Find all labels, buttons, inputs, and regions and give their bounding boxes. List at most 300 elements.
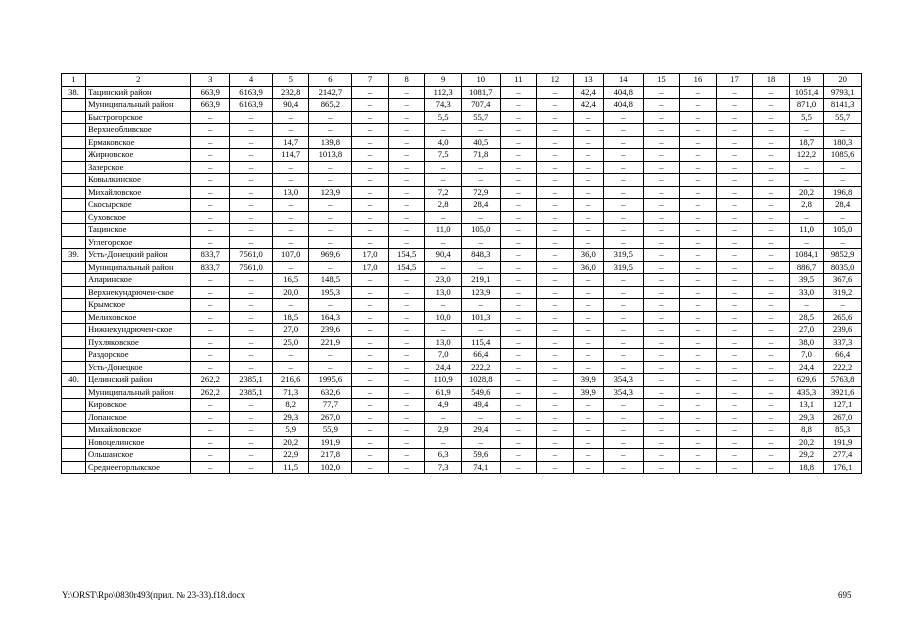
table-cell: – <box>500 386 537 399</box>
column-header: 12 <box>537 74 574 87</box>
territory-name: Усть-Донецкое <box>86 361 191 374</box>
table-cell: – <box>716 199 753 212</box>
row-number <box>62 261 86 274</box>
table-cell: 101,3 <box>461 311 500 324</box>
column-header: 1 <box>62 74 86 87</box>
table-cell: – <box>643 236 680 249</box>
column-header: 6 <box>309 74 352 87</box>
table-cell: – <box>352 286 389 299</box>
table-cell: – <box>643 311 680 324</box>
territory-name: Скосырское <box>86 199 191 212</box>
footer-file-path: Y:\ORST\Rpo\0830r493(прил. № 23-33).f18.docx <box>62 590 246 600</box>
table-cell: – <box>643 99 680 112</box>
table-cell: – <box>753 261 790 274</box>
table-cell: – <box>603 199 643 212</box>
table-cell: – <box>716 311 753 324</box>
table-cell: – <box>309 361 352 374</box>
table-cell: – <box>603 236 643 249</box>
table-cell: – <box>537 386 574 399</box>
table-cell: – <box>500 174 537 187</box>
table-cell: 40,5 <box>461 136 500 149</box>
table-cell: – <box>388 336 425 349</box>
table-cell: 16,5 <box>272 274 309 287</box>
table-cell: – <box>191 299 230 312</box>
table-cell: – <box>352 424 389 437</box>
table-cell: – <box>352 236 389 249</box>
table-cell: – <box>824 299 862 312</box>
column-header: 20 <box>824 74 862 87</box>
table-row <box>62 299 862 312</box>
table-cell: – <box>643 461 680 474</box>
table-cell: – <box>603 274 643 287</box>
table-cell: – <box>753 224 790 237</box>
table-cell: 27,0 <box>789 324 823 337</box>
table-cell: – <box>500 349 537 362</box>
table-cell: – <box>230 149 273 162</box>
column-header: 5 <box>272 74 309 87</box>
row-number <box>62 211 86 224</box>
table-cell: – <box>537 461 574 474</box>
row-number <box>62 136 86 149</box>
table-cell: – <box>388 124 425 137</box>
table-cell: 2,8 <box>789 199 823 212</box>
table-cell: – <box>643 224 680 237</box>
table-cell: – <box>425 174 462 187</box>
table-cell: 20,2 <box>272 436 309 449</box>
table-row <box>62 349 862 362</box>
table-cell: 1028,8 <box>461 374 500 387</box>
table-cell: 833,7 <box>191 261 230 274</box>
table-cell: – <box>716 86 753 99</box>
table-cell: – <box>789 299 823 312</box>
table-cell: – <box>603 161 643 174</box>
table-cell: – <box>643 161 680 174</box>
table-cell: – <box>716 299 753 312</box>
territory-name: Муниципальный район <box>86 99 191 112</box>
table-cell: 59,6 <box>461 449 500 462</box>
data-table <box>61 73 862 474</box>
column-header: 13 <box>573 74 603 87</box>
territory-name: Мелиховское <box>86 311 191 324</box>
table-cell: – <box>680 299 717 312</box>
table-cell: – <box>573 149 603 162</box>
table-cell: – <box>191 111 230 124</box>
table-cell: 123,9 <box>461 286 500 299</box>
table-cell: – <box>680 311 717 324</box>
table-cell: 27,0 <box>272 324 309 337</box>
table-cell: – <box>603 124 643 137</box>
territory-name: Раздорское <box>86 349 191 362</box>
table-cell: 42,4 <box>573 86 603 99</box>
table-cell: – <box>388 386 425 399</box>
table-cell: 61,9 <box>425 386 462 399</box>
table-cell: – <box>388 149 425 162</box>
table-cell: – <box>680 111 717 124</box>
table-cell: – <box>573 236 603 249</box>
table-cell: 5,9 <box>272 424 309 437</box>
table-cell: 55,9 <box>309 424 352 437</box>
table-cell: – <box>643 336 680 349</box>
territory-name: Тацинский район <box>86 86 191 99</box>
table-cell: – <box>272 161 309 174</box>
table-cell: 29,3 <box>272 411 309 424</box>
table-cell: 90,4 <box>272 99 309 112</box>
table-row <box>62 211 862 224</box>
table-cell: – <box>230 286 273 299</box>
table-cell: – <box>388 199 425 212</box>
table-cell: 10,0 <box>425 311 462 324</box>
table-cell: 28,4 <box>461 199 500 212</box>
row-number <box>62 386 86 399</box>
territory-name: Пухляковское <box>86 336 191 349</box>
table-cell: 5,5 <box>789 111 823 124</box>
table-cell: – <box>753 361 790 374</box>
row-number <box>62 186 86 199</box>
page-number: 695 <box>838 590 852 600</box>
table-cell: – <box>680 236 717 249</box>
table-cell: – <box>680 324 717 337</box>
table-cell: 969,6 <box>309 249 352 262</box>
table-cell: – <box>272 224 309 237</box>
territory-name: Быстрогорское <box>86 111 191 124</box>
table-cell: 154,5 <box>388 249 425 262</box>
table-cell: – <box>352 311 389 324</box>
table-cell: – <box>191 399 230 412</box>
territory-name: Верхнекундрючен-ское <box>86 286 191 299</box>
table-cell: – <box>643 449 680 462</box>
table-cell: – <box>716 161 753 174</box>
table-cell: – <box>352 161 389 174</box>
table-cell: – <box>352 136 389 149</box>
table-cell: – <box>461 411 500 424</box>
table-cell: – <box>753 386 790 399</box>
table-cell: – <box>753 124 790 137</box>
table-cell: – <box>603 411 643 424</box>
table-cell: – <box>573 461 603 474</box>
table-cell: – <box>537 199 574 212</box>
table-cell: – <box>680 399 717 412</box>
table-cell: – <box>753 136 790 149</box>
territory-name: Михайловское <box>86 424 191 437</box>
table-cell: – <box>191 149 230 162</box>
table-cell: – <box>753 411 790 424</box>
column-header: 15 <box>643 74 680 87</box>
table-cell: 24,4 <box>789 361 823 374</box>
table-cell: – <box>352 124 389 137</box>
table-cell: 354,3 <box>603 386 643 399</box>
table-cell: – <box>753 86 790 99</box>
table-cell: – <box>500 86 537 99</box>
table-cell: 2385,1 <box>230 386 273 399</box>
territory-name: Апаринское <box>86 274 191 287</box>
table-cell: – <box>573 411 603 424</box>
table-cell: 191,9 <box>824 436 862 449</box>
table-cell: 107,0 <box>272 249 309 262</box>
table-cell: 85,3 <box>824 424 862 437</box>
table-cell: – <box>500 436 537 449</box>
table-cell: – <box>680 436 717 449</box>
table-cell: – <box>603 361 643 374</box>
table-cell: – <box>573 349 603 362</box>
table-cell: – <box>461 161 500 174</box>
table-cell: 28,5 <box>789 311 823 324</box>
table-cell: – <box>537 361 574 374</box>
table-cell: – <box>272 299 309 312</box>
table-cell: – <box>680 449 717 462</box>
table-cell: – <box>500 399 537 412</box>
territory-name: Жирновское <box>86 149 191 162</box>
table-cell: – <box>272 124 309 137</box>
table-cell: – <box>352 349 389 362</box>
row-number <box>62 299 86 312</box>
table-cell: 232,8 <box>272 86 309 99</box>
table-cell: 632,6 <box>309 386 352 399</box>
table-cell: – <box>191 411 230 424</box>
table-cell: – <box>388 399 425 412</box>
table-cell: – <box>537 424 574 437</box>
table-cell: – <box>716 211 753 224</box>
table-cell: 23,0 <box>425 274 462 287</box>
table-cell: – <box>230 436 273 449</box>
table-cell: – <box>753 461 790 474</box>
table-cell: 6163,9 <box>230 86 273 99</box>
table-cell: 319,5 <box>603 261 643 274</box>
row-number <box>62 99 86 112</box>
table-cell: – <box>352 411 389 424</box>
table-cell: 319,5 <box>603 249 643 262</box>
table-cell: – <box>716 111 753 124</box>
table-cell: – <box>753 161 790 174</box>
table-cell: – <box>461 211 500 224</box>
table-cell: 72,9 <box>461 186 500 199</box>
table-cell: – <box>272 261 309 274</box>
table-cell: – <box>537 286 574 299</box>
column-header: 18 <box>753 74 790 87</box>
table-cell: – <box>500 274 537 287</box>
row-number <box>62 161 86 174</box>
table-cell: – <box>680 261 717 274</box>
table-cell: 6163,9 <box>230 99 273 112</box>
table-cell: – <box>716 386 753 399</box>
table-cell: 404,8 <box>603 99 643 112</box>
table-cell: 1081,7 <box>461 86 500 99</box>
table-cell: 18,8 <box>789 461 823 474</box>
table-cell: 105,0 <box>461 224 500 237</box>
table-cell: – <box>309 124 352 137</box>
table-cell: – <box>309 199 352 212</box>
table-row <box>62 449 862 462</box>
table-cell: – <box>573 161 603 174</box>
table-cell: – <box>716 411 753 424</box>
table-cell: 663,9 <box>191 99 230 112</box>
table-cell: 29,2 <box>789 449 823 462</box>
table-cell: – <box>388 361 425 374</box>
table-cell: – <box>603 399 643 412</box>
table-cell: – <box>388 424 425 437</box>
table-cell: – <box>388 299 425 312</box>
table-cell: – <box>680 99 717 112</box>
table-cell: 17,0 <box>352 249 389 262</box>
table-cell: – <box>352 149 389 162</box>
table-cell: – <box>461 324 500 337</box>
table-cell: – <box>573 449 603 462</box>
table-cell: 18,7 <box>789 136 823 149</box>
table-cell: – <box>789 236 823 249</box>
table-cell: – <box>272 349 309 362</box>
row-number <box>62 361 86 374</box>
table-cell: – <box>191 236 230 249</box>
table-cell: – <box>716 449 753 462</box>
table-cell: – <box>753 324 790 337</box>
row-number <box>62 224 86 237</box>
table-cell: – <box>603 436 643 449</box>
table-cell: 14,7 <box>272 136 309 149</box>
table-cell: 115,4 <box>461 336 500 349</box>
table-cell: – <box>716 224 753 237</box>
table-cell: – <box>537 136 574 149</box>
table-cell: – <box>824 211 862 224</box>
table-cell: 865,2 <box>309 99 352 112</box>
table-cell: – <box>425 236 462 249</box>
table-row <box>62 361 862 374</box>
table-cell: 36,0 <box>573 249 603 262</box>
table-cell: – <box>500 449 537 462</box>
table-cell: – <box>643 149 680 162</box>
table-row <box>62 411 862 424</box>
table-cell: 216,6 <box>272 374 309 387</box>
table-cell: – <box>191 274 230 287</box>
table-cell: – <box>461 299 500 312</box>
territory-name: Среднеегорлыкское <box>86 461 191 474</box>
table-cell: – <box>352 199 389 212</box>
table-cell: – <box>230 324 273 337</box>
table-cell: – <box>230 336 273 349</box>
table-cell: – <box>230 411 273 424</box>
table-cell: – <box>643 249 680 262</box>
table-cell: 239,6 <box>309 324 352 337</box>
table-cell: – <box>500 161 537 174</box>
table-cell: – <box>680 199 717 212</box>
table-cell: – <box>716 374 753 387</box>
table-cell: – <box>537 261 574 274</box>
table-cell: – <box>680 411 717 424</box>
table-row <box>62 399 862 412</box>
table-cell: – <box>352 86 389 99</box>
table-cell: – <box>753 186 790 199</box>
table-cell: 8,2 <box>272 399 309 412</box>
table-cell: – <box>388 349 425 362</box>
table-cell: – <box>500 236 537 249</box>
table-cell: – <box>537 399 574 412</box>
column-header: 8 <box>388 74 425 87</box>
table-cell: – <box>573 299 603 312</box>
table-cell: – <box>573 186 603 199</box>
table-cell: – <box>272 174 309 187</box>
territory-name: Муниципальный район <box>86 386 191 399</box>
table-row <box>62 336 862 349</box>
territory-name: Тацинское <box>86 224 191 237</box>
table-cell: – <box>680 336 717 349</box>
table-cell: 7,5 <box>425 149 462 162</box>
column-header: 9 <box>425 74 462 87</box>
table-cell: – <box>643 186 680 199</box>
row-number <box>62 124 86 137</box>
row-number: 39. <box>62 249 86 262</box>
table-cell: – <box>753 286 790 299</box>
table-cell: – <box>352 111 389 124</box>
table-cell: – <box>603 449 643 462</box>
table-cell: – <box>388 274 425 287</box>
table-cell: – <box>753 399 790 412</box>
table-cell: 7,2 <box>425 186 462 199</box>
table-cell: – <box>537 436 574 449</box>
table-cell: – <box>573 274 603 287</box>
table-cell: – <box>537 274 574 287</box>
table-cell: – <box>352 461 389 474</box>
table-cell: – <box>573 324 603 337</box>
row-number <box>62 411 86 424</box>
table-cell: – <box>753 436 790 449</box>
table-cell: – <box>753 311 790 324</box>
table-row <box>62 86 862 99</box>
table-cell: 55,7 <box>461 111 500 124</box>
table-cell: – <box>461 124 500 137</box>
table-cell: – <box>500 286 537 299</box>
table-cell: 707,4 <box>461 99 500 112</box>
territory-name: Нижнекундрючен-ское <box>86 324 191 337</box>
table-cell: – <box>603 186 643 199</box>
table-cell: – <box>753 274 790 287</box>
table-cell: 102,0 <box>309 461 352 474</box>
table-cell: 222,2 <box>824 361 862 374</box>
territory-name: Лопанское <box>86 411 191 424</box>
table-cell: – <box>643 349 680 362</box>
table-cell: – <box>643 111 680 124</box>
table-cell: – <box>425 324 462 337</box>
table-cell: – <box>191 311 230 324</box>
table-cell: – <box>461 436 500 449</box>
table-cell: – <box>643 386 680 399</box>
table-cell: – <box>680 86 717 99</box>
table-cell: – <box>753 199 790 212</box>
table-row <box>62 286 862 299</box>
table-cell: – <box>500 361 537 374</box>
table-cell: – <box>388 411 425 424</box>
table-row <box>62 199 862 212</box>
row-number <box>62 461 86 474</box>
table-cell: – <box>191 361 230 374</box>
table-cell: 105,0 <box>824 224 862 237</box>
table-cell: – <box>643 174 680 187</box>
table-cell: – <box>789 161 823 174</box>
table-cell: – <box>352 299 389 312</box>
table-cell: – <box>573 286 603 299</box>
table-cell: – <box>388 99 425 112</box>
row-number <box>62 274 86 287</box>
table-cell: – <box>603 336 643 349</box>
territory-name: Ермаковское <box>86 136 191 149</box>
table-cell: – <box>352 336 389 349</box>
table-cell: – <box>272 211 309 224</box>
table-cell: – <box>500 211 537 224</box>
table-cell: – <box>191 211 230 224</box>
table-cell: – <box>753 174 790 187</box>
table-cell: – <box>230 224 273 237</box>
table-cell: 833,7 <box>191 249 230 262</box>
table-cell: 71,8 <box>461 149 500 162</box>
table-cell: – <box>753 111 790 124</box>
table-cell: – <box>500 99 537 112</box>
